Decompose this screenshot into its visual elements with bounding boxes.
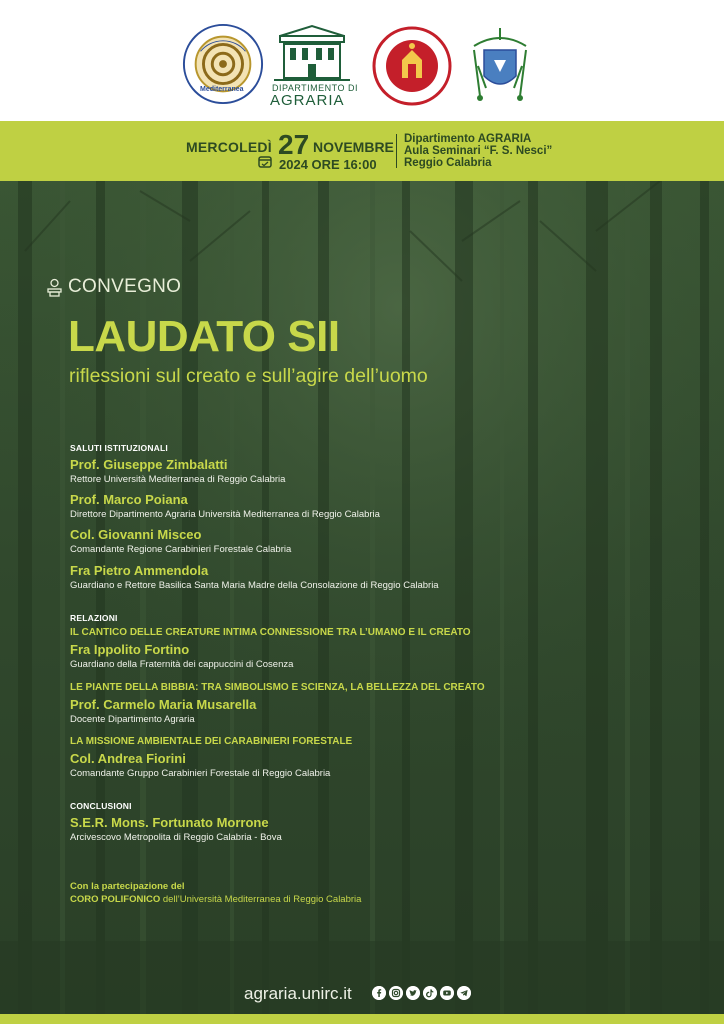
year-time: 2024 ORE 16:00	[279, 157, 377, 172]
choir-name: CORO POLIFONICO	[70, 894, 161, 905]
bottom-strip	[0, 1014, 724, 1024]
weekday: MERCOLEDÌ	[186, 139, 272, 155]
venue	[404, 133, 552, 169]
venue-line2: Aula Seminari “F. S. Nesci”	[404, 145, 553, 157]
speaker-role: Guardiano della Fraternità dei cappuccini di Cosenza	[70, 659, 294, 670]
instagram-icon[interactable]	[389, 986, 403, 1000]
speaker-name: Col. Andrea Fiorini	[70, 751, 186, 766]
archdiocese-coat-of-arms-icon	[470, 26, 530, 106]
choir-line	[70, 894, 361, 905]
dept-label-line2: AGRARIA	[270, 92, 345, 109]
kicker: CONVEGNO	[68, 276, 182, 297]
basilica-seal-icon	[372, 26, 452, 106]
facebook-icon[interactable]	[372, 986, 386, 1000]
speaker-role: Direttore Dipartimento Agraria Università Mediterranea di Reggio Calabria	[70, 509, 380, 520]
twitter-icon[interactable]	[406, 986, 420, 1000]
day-number: 27	[278, 129, 310, 160]
building-icon	[270, 24, 354, 82]
choir-intro: Con la partecipazione del	[70, 881, 185, 892]
speaker-name: Prof. Carmelo Maria Musarella	[70, 697, 257, 712]
section-saluti-label: SALUTI ISTITUZIONALI	[70, 443, 168, 453]
speaker-role: Comandante Regione Carabinieri Forestale Calabria	[70, 544, 292, 555]
date-band	[0, 121, 724, 181]
speaker-name: Prof. Giuseppe Zimbalatti	[70, 457, 228, 472]
speaker-role: Comandante Gruppo Carabinieri Forestale di Reggio Calabria	[70, 768, 331, 779]
youtube-icon[interactable]	[440, 986, 454, 1000]
choir-affiliation: dell’Università Mediterranea di Reggio Calabria	[160, 894, 362, 905]
venue-line3: Reggio Calabria	[404, 157, 492, 169]
event-subtitle: riflessioni sul creato e sull’agire dell’uomo	[69, 365, 428, 387]
speaker-role: Docente Dipartimento Agraria	[70, 714, 195, 725]
telegram-icon[interactable]	[457, 986, 471, 1000]
speaker-name: S.E.R. Mons. Fortunato Morrone	[70, 815, 269, 830]
tiktok-icon[interactable]	[423, 986, 437, 1000]
calendar-icon	[258, 155, 272, 168]
event-title: LAUDATO SII	[68, 312, 340, 361]
speaker-name: Col. Giovanni Misceo	[70, 527, 202, 542]
talk-topic: LA MISSIONE AMBIENTALE DEI CARABINIERI FORESTALE	[70, 736, 353, 747]
section-conclusioni-label: CONCLUSIONI	[70, 801, 132, 811]
speaker-role: Arcivescovo Metropolita di Reggio Calabria - Bova	[70, 832, 282, 843]
band-divider	[396, 134, 397, 168]
venue-line1: Dipartimento AGRARIA	[404, 133, 532, 145]
speaker-role: Guardiano e Rettore Basilica Santa Maria Madre della Consolazione di Reggio Calabria	[70, 580, 439, 591]
talk-topic: LE PIANTE DELLA BIBBIA: TRA SIMBOLISMO E SCIENZA, LA BELLEZZA DEL CREATO	[70, 682, 485, 693]
speaker-name: Fra Ippolito Fortino	[70, 642, 190, 657]
section-relazioni-label: RELAZIONI	[70, 613, 118, 623]
speaker-icon	[46, 278, 63, 297]
dept-label-line1: DIPARTIMENTO DI	[272, 83, 359, 93]
speaker-role: Rettore Università Mediterranea di Reggio Calabria	[70, 474, 286, 485]
month: NOVEMBRE	[313, 139, 394, 155]
header	[0, 0, 724, 121]
speaker-name: Fra Pietro Ammendola	[70, 563, 209, 578]
university-logo	[180, 22, 266, 106]
talk-topic: IL CANTICO DELLE CREATURE INTIMA CONNESSIONE TRA L’UMANO E IL CREATO	[70, 627, 471, 638]
university-label: Mediterranea	[200, 86, 244, 93]
speaker-name: Prof. Marco Poiana	[70, 492, 188, 507]
website-link[interactable]: agraria.unirc.it	[244, 984, 352, 1003]
